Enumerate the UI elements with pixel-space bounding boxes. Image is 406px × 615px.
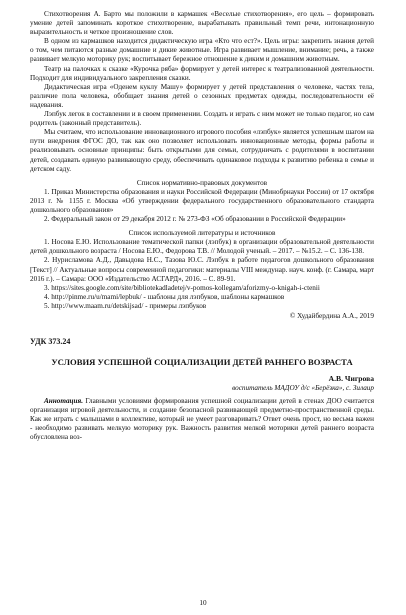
reference-item: 1. Носова Е.Ю. Использование тематической папки (лэпбук) в организации образовательной деятельности детей дошкольного возраста / Носова Е.Ю., Федорова Т.В. // Молодой ученый. – 2017. – №15.2. – С. 136-138. xyxy=(30,238,374,256)
abstract-label: Аннотация. xyxy=(44,396,84,405)
reference-link[interactable]: 3. https://sites.google.com/site/bibliotekadladetej/v-pomos-kollegam/aforizmy-o-knigah-i-ctenii xyxy=(44,283,320,292)
reference-item: 1. Приказ Министерства образования и науки Российской Федерации (Минобрнауки России) от 17 октября 2013 г. № 1155 г. Москва «Об утверждении федерального государственного образовательного стандарта дошкольного образования» xyxy=(30,187,374,214)
normative-docs-title: Список нормативно-правовых документов xyxy=(136,178,268,187)
article-title: УСЛОВИЯ УСПЕШНОЙ СОЦИАЛИЗАЦИИ ДЕТЕЙ РАННЕГО ВОЗРАСТА xyxy=(51,357,353,368)
reference-item: 2. Нурисламова А.Д., Давыдова Н.С., Тазова Ю.С. Лэпбук в работе педагогов дошкольного образования [Текст] // Актуальные вопросы современной педагогики: материалы VIII междунар. науч. конф. (г. Самара, март 2016 г.). – Самара: ООО «Издательство АСГАРД», 2016. – С. 89-91. xyxy=(30,256,374,283)
abstract xyxy=(30,397,374,442)
paragraph: Мы считаем, что использование инновационного игрового пособия «лэпбук» является успешным шагом на пути внедрения ФГОС ДО, так как оно позволяет использовать инновационные методы, формы работы и реализовывать основные принципы: быть открытыми для семьи, сотрудничать с родителями в воспитании детей, создавать единую развивающую среду, обеспечивать одинаковое подходы к развитию ребенка в семье и детском саду. xyxy=(30,128,374,173)
reference-link[interactable]: 4. http://pinme.ru/u/mami/lepbuk/ - шаблоны для лэпбуков, шаблоны кармашков xyxy=(44,292,285,301)
document-page xyxy=(30,10,374,442)
paragraph: Дидактическая игра «Оденем куклу Машу» формирует у детей представления о человеке, частях тела, различие пола человека, обобщает знания детей о сезонных предметах одежды, последовательности её надевания. xyxy=(30,82,374,109)
paragraph: Стихотворения А. Барто мы положили в кармашек «Веселые стихотворения», его цель – формировать умение детей запоминать короткое стихотворение, вырабатывать правильный темп речи, интонационную выразительность и четкое произношение слов. xyxy=(30,10,374,37)
reference-item: 2. Федеральный закон от 29 декабря 2012 г. № 273-ФЗ «Об образовании в Российской Федерации» xyxy=(44,215,346,224)
paragraph: В одном из кармашков находится дидактическую игра «Кто что ест?». Цель игры: закрепить знания детей о том, чем питаются разные домашние и дикие животные. Игра развивает мышление, внимание; речь, а также развивает мелкую моторику рук; воспитывает бережное отношение к диким и домашним животным. xyxy=(30,37,374,64)
udk-code: УДК 373.24 xyxy=(30,337,71,347)
paragraph: Театр на палочках к сказке «Курочка ряба» формирует у детей интерес к театрализованной деятельности. Подходит для индивидуального закрепления сказки. xyxy=(30,64,374,82)
reference-link[interactable]: 5. http://www.maam.ru/detskijsad/ - примеры лэпбуков xyxy=(44,301,207,310)
page-number: 10 xyxy=(199,599,207,607)
abstract-text: Главными условиями формирования успешной социализации детей в стенах ДОО считается организация игровой деятельности, и создание безопасной развивающей предметно-пространственной среды. Как же играть с малышами в коллективе, который не умеет разговаривать? Ответ очень прост, но весьма важен - необходимо развивать мелкую моторику рук. Важность развития мелкой моторики детей раннего возраста обусловлена воз- xyxy=(30,396,375,442)
paragraph: Лэпбук легок в составлении и в своем применении. Создать и играть с ним может не только педагог, но сам родитель (законный представитель). xyxy=(30,110,374,128)
copyright-notice: © Худайбердина А.А., 2019 xyxy=(289,312,374,320)
author-affiliation: воспитатель МАДОУ д/с «Берёзка», с. Зилаир xyxy=(232,383,374,392)
author-name: А.В. Чигрова xyxy=(328,374,374,384)
literature-title: Список используемой литературы и источников xyxy=(128,229,276,238)
